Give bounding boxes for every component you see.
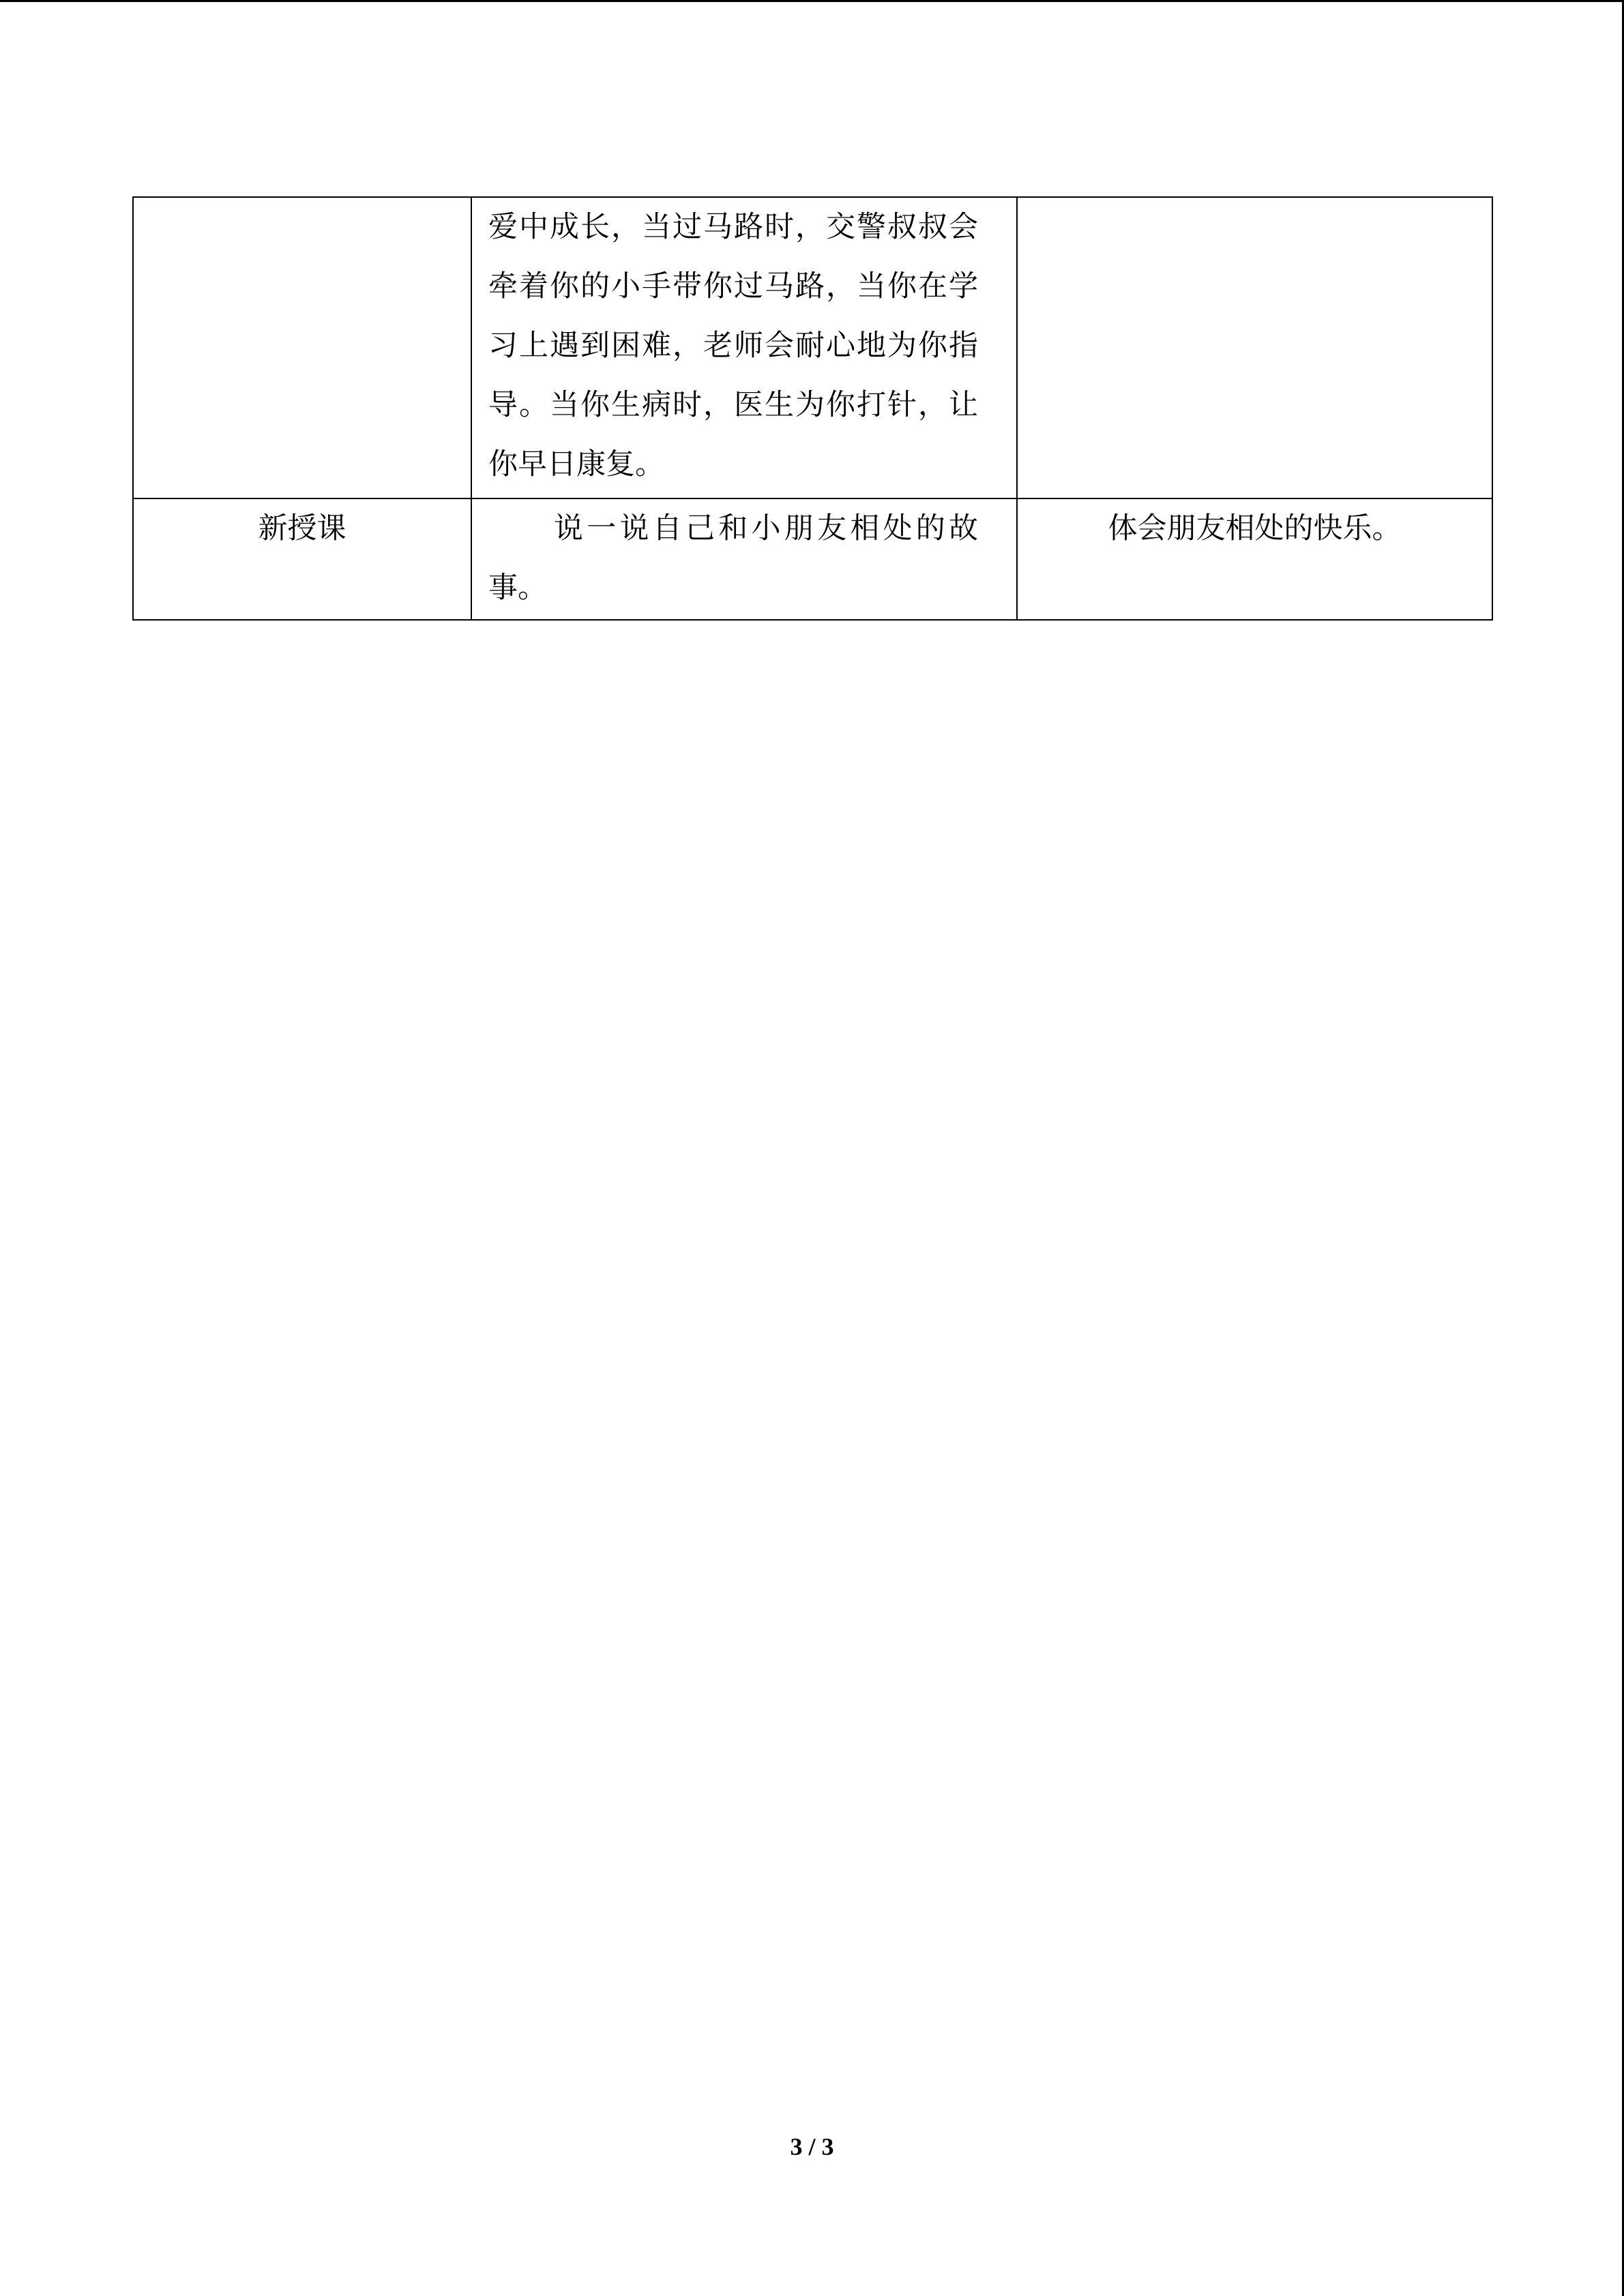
table-row <box>133 197 1492 498</box>
content-text: 说一说自己和小朋友相处的故事。 <box>488 511 978 605</box>
stage-text: 新授课 <box>258 511 346 546</box>
content-cell <box>471 197 1017 498</box>
purpose-text: 体会朋友相处的快乐。 <box>1108 511 1402 546</box>
stage-cell <box>133 197 471 498</box>
content-text: 爱中成长，当过马路时，交警叔叔会牵着你的小手带你过马路，当你在学习上遇到困难，老师会耐心地为你指导。当你生病时，医生为你打针，让你早日康复。 <box>488 210 978 481</box>
lesson-plan-table <box>132 196 1493 621</box>
stage-cell <box>133 498 471 620</box>
content-cell <box>471 498 1017 620</box>
purpose-cell <box>1017 498 1492 620</box>
page-number: 3 / 3 <box>790 2133 834 2160</box>
purpose-cell <box>1017 197 1492 498</box>
table-row <box>133 498 1492 620</box>
